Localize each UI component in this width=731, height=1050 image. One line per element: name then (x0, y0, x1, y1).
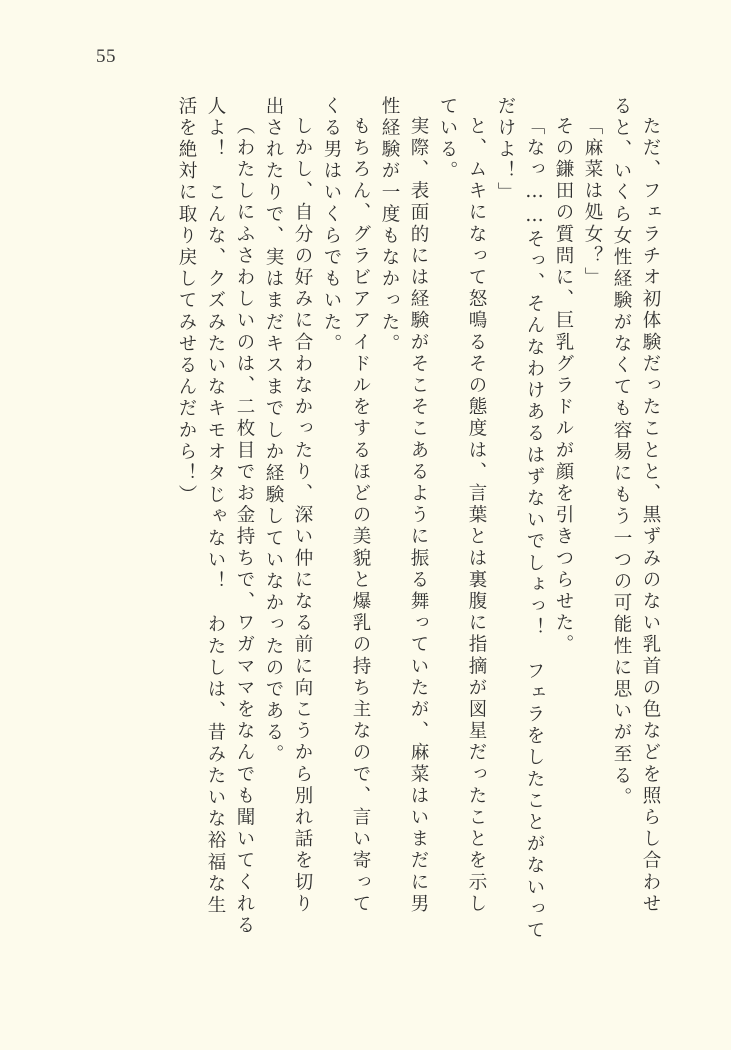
text-column: と、ムキになって怒鳴るその態度は、言葉とは裏腹に指摘が図星だったことを示し (466, 116, 487, 916)
text-column: 人よ！ こんな、クズみたいなキモオタじゃない！ わたしは、昔みたいな裕福な生 (205, 96, 226, 917)
text-column: ると、いくら女性経験がなくても容易にもう一つの可能性に思いが至る。 (611, 96, 632, 809)
text-column: 出されたりで、実はまだキスまでしか経験していなかったのである。 (263, 96, 284, 766)
text-column: くる男はいくらでもいた。 (321, 96, 342, 356)
text-column: 「麻菜は処女？」 (582, 116, 603, 289)
text-column: その鎌田の質問に、巨乳グラドルが顔を引きつらせた。 (553, 116, 574, 656)
text-column: だけよ！」 (495, 96, 516, 204)
text-column: 性経験が一度もなかった。 (379, 96, 400, 356)
text-column: （わたしにふさわしいのは、二枚目でお金持ちで、ワガママをなんでも聞いてくれる (234, 116, 255, 937)
text-column: しかし、自分の好みに合わなかったり、深い仲になる前に向こうから別れ話を切り (292, 116, 313, 916)
text-column: 活を絶対に取り戻してみせるんだから！） (176, 96, 197, 507)
text-column: もちろん、グラビアアイドルをするほどの美貌と爆乳の持ち主なので、言い寄って (350, 116, 371, 916)
vertical-text-block (75, 96, 665, 976)
text-column: 「なっ……そっ、そんなわけあるはずないでしょっ！ フェラをしたことがないって (524, 116, 545, 942)
text-column: ている。 (437, 96, 458, 183)
text-column: ただ、フェラチオ初体験だったことと、黒ずみのない乳首の色などを照らし合わせ (640, 116, 661, 916)
page-number: 55 (96, 46, 116, 67)
text-column: 実際、表面的には経験がそこそこあるように振る舞っていたが、麻菜はいまだに男 (408, 116, 429, 916)
